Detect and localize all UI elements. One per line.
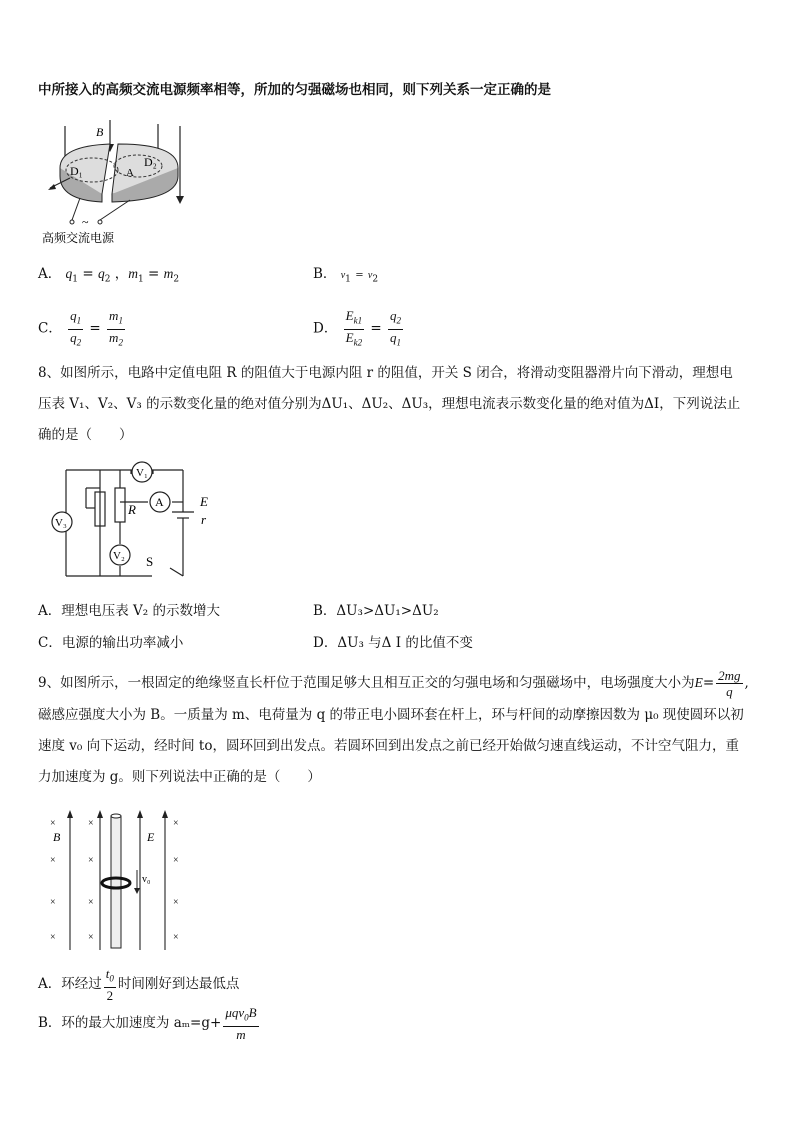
label-r: r (201, 512, 207, 527)
label-D2: D₂ (144, 155, 157, 169)
label-v0: v₀ (142, 874, 151, 885)
cross-mark-8: × (173, 897, 179, 908)
label-R: R (128, 502, 136, 517)
cross-mark-6: × (50, 897, 56, 908)
q8-option-b[interactable]: B．ΔU₃>ΔU₁>ΔU₂ (313, 603, 439, 619)
cross-mark-11: × (173, 932, 179, 943)
cross-mark-0: × (50, 818, 56, 829)
q8-line2: 压表 V₁、V₂、V₃ 的示数变化量的绝对值分别为ΔU₁、ΔU₂、ΔU₃，理想电流表示数变化量的绝对值为ΔI，下列说法止 (38, 396, 741, 412)
q9-line4: 力加速度为 g。则下列说法中正确的是（ ） (38, 769, 321, 785)
circuit-diagram (48, 458, 228, 584)
q7-option-a[interactable]: A． $q_1 = q_2$ ，$m_1 = m_2$ (38, 266, 180, 285)
q7-option-b[interactable]: B． $v_1 = v_2$ (313, 266, 379, 285)
label-A: A (126, 167, 134, 179)
label-S: S (146, 554, 154, 569)
label-V2: V₂ (113, 550, 125, 562)
label-V1: V₁ (136, 467, 148, 479)
q8-line3: 确的是（ ） (38, 427, 133, 443)
label-E-field: E (147, 830, 155, 844)
q9-option-b[interactable]: B．环的最大加速度为 aₘ=g+ $\frac{\mu qv_0B}{m}$ (38, 1005, 257, 1042)
cross-mark-5: × (173, 855, 179, 866)
q9-line3: 速度 v₀ 向下运动，经时间 to，圆环回到出发点。若圆环回到出发点之前已经开始做匀速直线运动，不计空气阻力，重 (38, 738, 739, 754)
rod-field-diagram (45, 808, 195, 956)
q7-option-d[interactable]: D． $\frac{E_{k1}}{E_{k2}}$ = $\frac{q_2}{q_1}$ (313, 308, 401, 348)
label-D1: D₁ (70, 164, 83, 178)
q7-intro: 中所接入的高频交流电源频率相等，所加的匀强磁场也相同，则下列关系一定正确的是 (38, 82, 551, 98)
label-tilde: ~ (82, 215, 89, 229)
q9-option-a[interactable]: A．环经过 $\frac{t_0}{2}$ 时间刚好到达最低点 (38, 966, 240, 1003)
q8-line1: 8、如图所示，电路中定值电阻 R 的阻值大于电源内阻 r 的阻值，开关 S 闭合，将滑动变阻器滑片向下滑动，理想电 (38, 365, 733, 381)
label-B: B (96, 125, 104, 139)
q8-option-c[interactable]: C．电源的输出功率减小 (38, 635, 184, 651)
cross-mark-3: × (50, 855, 56, 866)
cross-mark-10: × (88, 932, 94, 943)
cross-mark-9: × (50, 932, 56, 943)
label-ammeter: A (155, 495, 164, 509)
figure-caption: 高频交流电源 (42, 231, 115, 245)
q9-line2: 磁感应强度大小为 B。一质量为 m、电荷量为 q 的带正电小圆环套在杆上，环与杆间的动摩擦因数为 μ₀ 现使圆环以初 (38, 707, 744, 723)
cyclotron-diagram (40, 118, 200, 246)
label-B-field: B (53, 830, 61, 844)
cross-mark-1: × (88, 818, 94, 829)
q9-line1: 9、如图所示，一根固定的绝缘竖直长杆位于范围足够大且相互正交的匀强电场和匀强磁场中，电场强度大小为E= $\frac{2mg}{q}$ , (38, 668, 749, 699)
label-E: E (200, 494, 208, 509)
q8-option-a[interactable]: A．理想电压表 V₂ 的示数增大 (38, 603, 220, 619)
q8-option-d[interactable]: D．ΔU₃ 与Δ I 的比值不变 (313, 635, 473, 651)
cross-mark-2: × (173, 818, 179, 829)
q7-option-c[interactable]: C． $\frac{q_1}{q_2}$ = $\frac{m_1}{m_2}$ (38, 308, 123, 348)
cross-mark-4: × (88, 855, 94, 866)
label-V3: V₃ (55, 517, 67, 529)
cross-mark-7: × (88, 897, 94, 908)
